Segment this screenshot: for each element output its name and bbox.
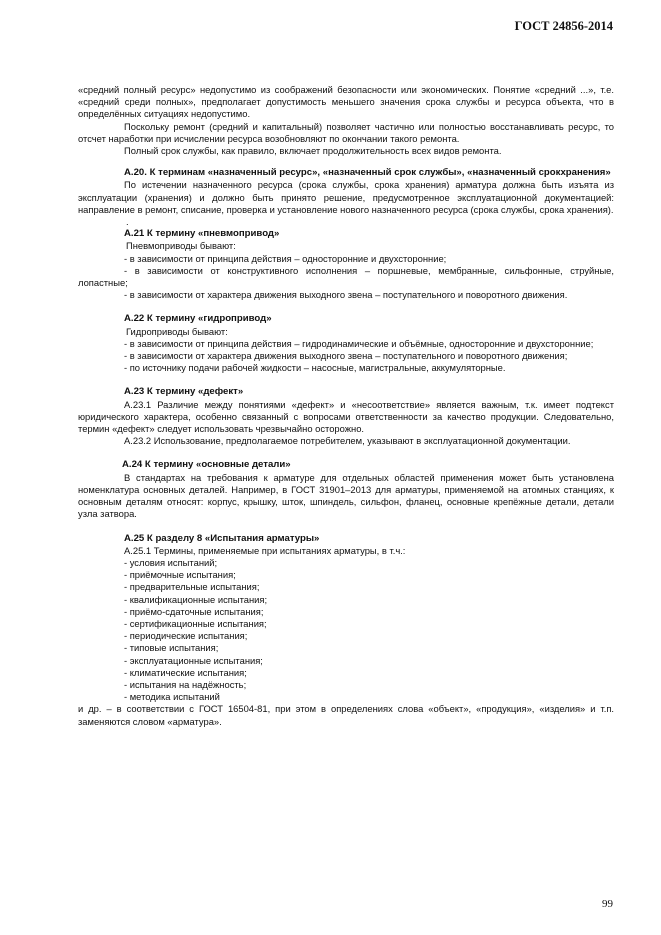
section-a25-tail: и др. – в соответствии с ГОСТ 16504-81, при этом в определениях слова «объект», «продукция», «изделия» и т.п. заменяются словом «арматура».	[78, 703, 614, 727]
test-types-list	[78, 557, 614, 703]
list-item: - сертификационные испытания;	[124, 617, 267, 629]
section-a23-paragraph-1: А.23.1 Различие между понятиями «дефект» и «несоответствие» является важным, т.к. имеет подтекст юридического характера, особенно связанный с вопросами ответственности за качество продукции. Следовательно, термин «дефект» следует использовать чрезвычайно осторожно.	[78, 398, 614, 435]
section-a25-lead: А.25.1 Термины, применяемые при испытаниях арматуры, в т.ч.:	[124, 544, 406, 556]
intro-paragraph-3: Полный срок службы, как правило, включает продолжительность всех видов ремонта.	[124, 145, 502, 157]
page-body	[78, 84, 614, 728]
section-a20-heading: А.20. К терминам «назначенный ресурс», «назначенный срок службы», «назначенный срокхранения»	[124, 167, 611, 179]
section-a20-dot: .	[126, 216, 129, 228]
list-item: - типовые испытания;	[124, 642, 219, 654]
list-item: - предварительные испытания;	[124, 581, 260, 593]
section-a22-item-3: - по источнику подачи рабочей жидкости – насосные, магистральные, аккумуляторные.	[124, 362, 506, 374]
list-item: - приёмочные испытания;	[124, 569, 236, 581]
section-a21-item-2: - в зависимости от конструктивного исполнения – поршневые, мембранные, сильфонные, струйные, лопастные;	[78, 264, 614, 289]
list-item: - испытания на надёжность;	[124, 678, 247, 690]
page-number: 99	[602, 898, 613, 910]
intro-paragraph-2: Поскольку ремонт (средний и капитальный) позволяет частично или полностью восстанавливать ресурс, то отсчет наработки при исчислении ресурса возобновляют по окончании такого ремонта.	[78, 120, 614, 144]
list-item: - климатические испытания;	[124, 666, 247, 678]
intro-paragraph-1: «средний полный ресурс» недопустимо из соображений безопасности или экономических. Понятие «средний ...», т.е. «средний среди полных», предполагает допустимость меньшего значения срока службы и ресурса объекта, что в определённых ситуациях недопустимо.	[78, 84, 614, 120]
list-item: - условия испытаний;	[124, 556, 218, 568]
section-a22-item-1: - в зависимости от принципа действия – гидродинамические и объёмные, односторонние и двухсторонние;	[124, 337, 594, 349]
section-a22-heading: А.22 К термину «гидропривод»	[124, 313, 272, 325]
list-item: - методика испытаний	[124, 691, 220, 703]
section-a22-item-2: - в зависимости от характера движения выходного звена – поступательного и поворотного движения;	[124, 350, 568, 362]
section-a23-paragraph-2: А.23.2 Использование, предполагаемое потребителем, указывают в эксплуатационной документации.	[124, 435, 571, 447]
section-a21-item-1: - в зависимости от принципа действия – односторонние и двухсторонние;	[124, 252, 447, 264]
document-code-header: ГОСТ 24856-2014	[514, 19, 613, 33]
list-item: - приёмо-сдаточные испытания;	[124, 605, 264, 617]
section-a23-heading: А.23 К термину «дефект»	[124, 386, 244, 398]
section-a21-heading: А.21 К термину «пневмопривод»	[124, 228, 280, 240]
list-item: - периодические испытания;	[124, 630, 248, 642]
list-item: - эксплуатационные испытания;	[124, 654, 263, 666]
list-item: - квалификационные испытания;	[124, 593, 268, 605]
section-a25-heading: А.25 К разделу 8 «Испытания арматуры»	[124, 532, 320, 544]
section-a24-heading: А.24 К термину «основные детали»	[122, 459, 291, 471]
section-a24-paragraph: В стандартах на требования к арматуре для отдельных областей применения может быть установлена номенклатура основных деталей. Например, в ГОСТ 31901–2013 для арматуры, применяемой на атомных станциях, к основным деталям относят: корпус, крышку, шток, шпиндель, сильфон, фланец, основные крепёжные детали, детали узла затвора.	[78, 471, 614, 520]
section-a20-paragraph: По истечении назначенного ресурса (срока службы, срока хранения) арматура должна быть изъята из эксплуатации (хранения) и должно быть принято решение, предусмотренное эксплуатационной документацией: направление в ремонт, списание, проверка и установление нового назначенного ресурса (срока службы, срока хранения).	[78, 179, 614, 215]
section-a22-lead: Гидроприводы бывают:	[126, 325, 228, 337]
section-a21-lead: Пневмоприводы бывают:	[126, 240, 236, 252]
section-a21-item-3: - в зависимости от характера движения выходного звена – поступательного и поворотного движения.	[124, 289, 568, 301]
